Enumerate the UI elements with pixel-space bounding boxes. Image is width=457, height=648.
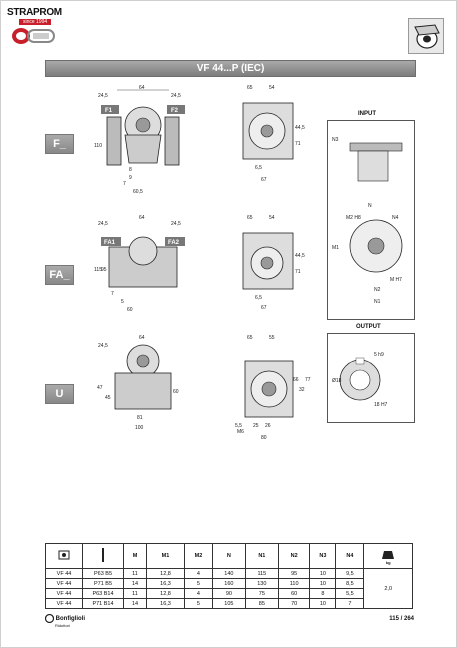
dim-label: 67 bbox=[261, 177, 267, 183]
dim-label: 64 bbox=[139, 335, 145, 341]
table-header-cell: N bbox=[212, 544, 245, 569]
dim-label: 60 bbox=[173, 389, 179, 395]
table-header-cell: M1 bbox=[147, 544, 185, 569]
dim-label: N bbox=[368, 203, 372, 209]
flange-label: F2 bbox=[171, 108, 179, 114]
table-cell: 5 bbox=[184, 599, 212, 609]
dim-label: 67 bbox=[261, 305, 267, 311]
table-cell: VF 44 bbox=[46, 589, 83, 599]
dim-label: 71 bbox=[295, 269, 301, 275]
table-cell: VF 44 bbox=[46, 569, 83, 579]
f-front-drawing bbox=[93, 85, 193, 200]
dim-label: 66 bbox=[293, 377, 299, 383]
section-tag-fa: FA_ bbox=[45, 265, 74, 285]
page-number: 115 / 264 bbox=[389, 616, 414, 622]
table-cell: 4 bbox=[184, 589, 212, 599]
dim-label: M H7 bbox=[390, 277, 402, 283]
table-cell: VF 44 bbox=[46, 579, 83, 589]
dim-label: 44,5 bbox=[295, 125, 305, 131]
dim-label: 24,5 bbox=[98, 221, 108, 227]
fa-side-drawing bbox=[233, 213, 307, 313]
table-cell: 4 bbox=[184, 569, 212, 579]
fa-front-drawing bbox=[93, 213, 193, 313]
dim-label: 80 bbox=[261, 435, 267, 441]
bonfiglioli-logo bbox=[45, 614, 85, 628]
table-cell: 12,8 bbox=[147, 589, 185, 599]
flange-label: FA1 bbox=[104, 240, 116, 246]
dim-label: 5 h9 bbox=[374, 352, 384, 358]
table-row bbox=[46, 599, 413, 609]
table-cell: 90 bbox=[212, 589, 245, 599]
output-panel-title: OUTPUT bbox=[356, 324, 381, 330]
table-cell: P63 B5 bbox=[83, 569, 124, 579]
table-cell: 8 bbox=[310, 589, 336, 599]
dim-label: 54 bbox=[269, 85, 275, 91]
table-cell: 95 bbox=[278, 569, 310, 579]
dim-label: 95 bbox=[101, 267, 107, 273]
dim-label: 65 bbox=[247, 335, 253, 341]
dim-label: 7 bbox=[111, 291, 114, 297]
motor-icon bbox=[46, 544, 83, 569]
table-row bbox=[46, 589, 413, 599]
dim-label: 64 bbox=[139, 85, 145, 91]
table-cell: 14 bbox=[124, 599, 147, 609]
table-header-cell: N3 bbox=[310, 544, 336, 569]
table-cell: 11 bbox=[124, 589, 147, 599]
dim-label: 65 bbox=[247, 215, 253, 221]
table-cell: 16,3 bbox=[147, 579, 185, 589]
dim-label: 24,5 bbox=[171, 221, 181, 227]
straprom-logo bbox=[7, 7, 77, 47]
dim-label: 24,5 bbox=[171, 93, 181, 99]
table-cell: 70 bbox=[278, 599, 310, 609]
page-title: VF 44...P (IEC) bbox=[196, 63, 265, 74]
weight-icon bbox=[364, 544, 413, 569]
table-cell: 160 bbox=[212, 579, 245, 589]
dim-label: 6,5 bbox=[255, 295, 262, 301]
footer-brand-sub: Riduttori bbox=[55, 623, 70, 628]
flange-label: FA2 bbox=[168, 240, 180, 246]
table-cell: P71 B5 bbox=[83, 579, 124, 589]
dimensions-table bbox=[45, 543, 413, 609]
table-header-row bbox=[46, 544, 413, 569]
table-cell: 14 bbox=[124, 579, 147, 589]
dim-label: M2 H8 bbox=[346, 215, 361, 221]
dim-label: N3 bbox=[332, 137, 339, 143]
output-drawing bbox=[328, 334, 414, 422]
dim-label: 5 bbox=[121, 299, 124, 305]
table-cell: 9,5 bbox=[336, 569, 364, 579]
flange-icon bbox=[83, 544, 124, 569]
table-cell: 5,5 bbox=[336, 589, 364, 599]
f-side-drawing bbox=[233, 85, 307, 185]
table-header-cell: N1 bbox=[245, 544, 278, 569]
dim-label: Ø18 bbox=[332, 378, 342, 384]
dim-label: N4 bbox=[392, 215, 399, 221]
dim-label: 64 bbox=[139, 215, 145, 221]
dim-label: N2 bbox=[374, 287, 381, 293]
table-cell: 10 bbox=[310, 599, 336, 609]
table-cell: 140 bbox=[212, 569, 245, 579]
gearbox-icon bbox=[408, 18, 444, 54]
table-cell: 110 bbox=[278, 579, 310, 589]
dim-label: 32 bbox=[299, 387, 305, 393]
table-cell: 5 bbox=[184, 579, 212, 589]
table-cell: 10 bbox=[310, 569, 336, 579]
table-cell: 115 bbox=[245, 569, 278, 579]
dim-label: M1 bbox=[332, 245, 339, 251]
u-front-drawing bbox=[93, 333, 193, 433]
dim-label: 5,5 bbox=[235, 423, 242, 429]
table-cell: 75 bbox=[245, 589, 278, 599]
dim-label: 9 bbox=[129, 175, 132, 181]
input-drawing bbox=[328, 121, 414, 319]
section-tag-u: U bbox=[45, 384, 74, 404]
logo-emblem-icon bbox=[11, 27, 55, 45]
dim-label: 100 bbox=[135, 425, 144, 431]
input-panel bbox=[327, 120, 415, 320]
table-header-cell: N2 bbox=[278, 544, 310, 569]
dim-label: 54 bbox=[269, 215, 275, 221]
table-row bbox=[46, 569, 413, 579]
dim-label: 60,5 bbox=[133, 189, 143, 195]
dim-label: 7 bbox=[123, 181, 126, 187]
table-cell: 11 bbox=[124, 569, 147, 579]
table-cell: 16,3 bbox=[147, 599, 185, 609]
table-cell: VF 44 bbox=[46, 599, 83, 609]
bonfiglioli-logo-icon bbox=[45, 614, 54, 623]
brand-name: STRAPROM bbox=[7, 7, 62, 18]
dim-label: 65 bbox=[247, 85, 253, 91]
footer-brand: Bonfiglioli bbox=[55, 616, 85, 623]
table-cell: 12,8 bbox=[147, 569, 185, 579]
table-cell: 10 bbox=[310, 579, 336, 589]
dim-label: 6,5 bbox=[255, 165, 262, 171]
page-title-bar bbox=[45, 60, 416, 77]
dim-label: 81 bbox=[137, 415, 143, 421]
table-cell: P63 B14 bbox=[83, 589, 124, 599]
table-row bbox=[46, 579, 413, 589]
dim-label: 18 H7 bbox=[374, 402, 388, 408]
dim-label: 110 bbox=[94, 143, 102, 149]
table-header-cell: M2 bbox=[184, 544, 212, 569]
dim-label: N1 bbox=[374, 299, 381, 305]
dim-label: 45 bbox=[105, 395, 111, 401]
input-panel-title: INPUT bbox=[358, 111, 376, 117]
table-cell: 85 bbox=[245, 599, 278, 609]
dim-label: 24,5 bbox=[98, 343, 108, 349]
dim-label: 55 bbox=[269, 335, 275, 341]
dim-label: 71 bbox=[295, 141, 301, 147]
weight-cell: 2,0 bbox=[364, 569, 413, 609]
table-cell: 60 bbox=[278, 589, 310, 599]
dim-label: M6 bbox=[237, 429, 244, 435]
table-header-cell: N4 bbox=[336, 544, 364, 569]
table-cell: 130 bbox=[245, 579, 278, 589]
table-cell: 105 bbox=[212, 599, 245, 609]
dim-label: 25 bbox=[253, 423, 259, 429]
dim-label: 77 bbox=[305, 377, 311, 383]
dim-label: 44,5 bbox=[295, 253, 305, 259]
table-cell: 8,5 bbox=[336, 579, 364, 589]
section-tag-f: F_ bbox=[45, 134, 74, 154]
u-side-drawing bbox=[233, 333, 313, 445]
table-header-cell: M bbox=[124, 544, 147, 569]
dim-label: 24,5 bbox=[98, 93, 108, 99]
dim-label: 8 bbox=[129, 167, 132, 173]
dim-label: 26 bbox=[265, 423, 271, 429]
brand-subtitle: since 1994 bbox=[19, 19, 51, 25]
table-cell: P71 B14 bbox=[83, 599, 124, 609]
weight-unit-label: kg bbox=[385, 559, 391, 565]
dim-label: 60 bbox=[127, 307, 133, 313]
flange-label: F1 bbox=[105, 108, 113, 114]
dim-label: 47 bbox=[97, 385, 103, 391]
dim-label: 115 bbox=[94, 267, 102, 273]
output-panel bbox=[327, 333, 415, 423]
table-cell: 7 bbox=[336, 599, 364, 609]
